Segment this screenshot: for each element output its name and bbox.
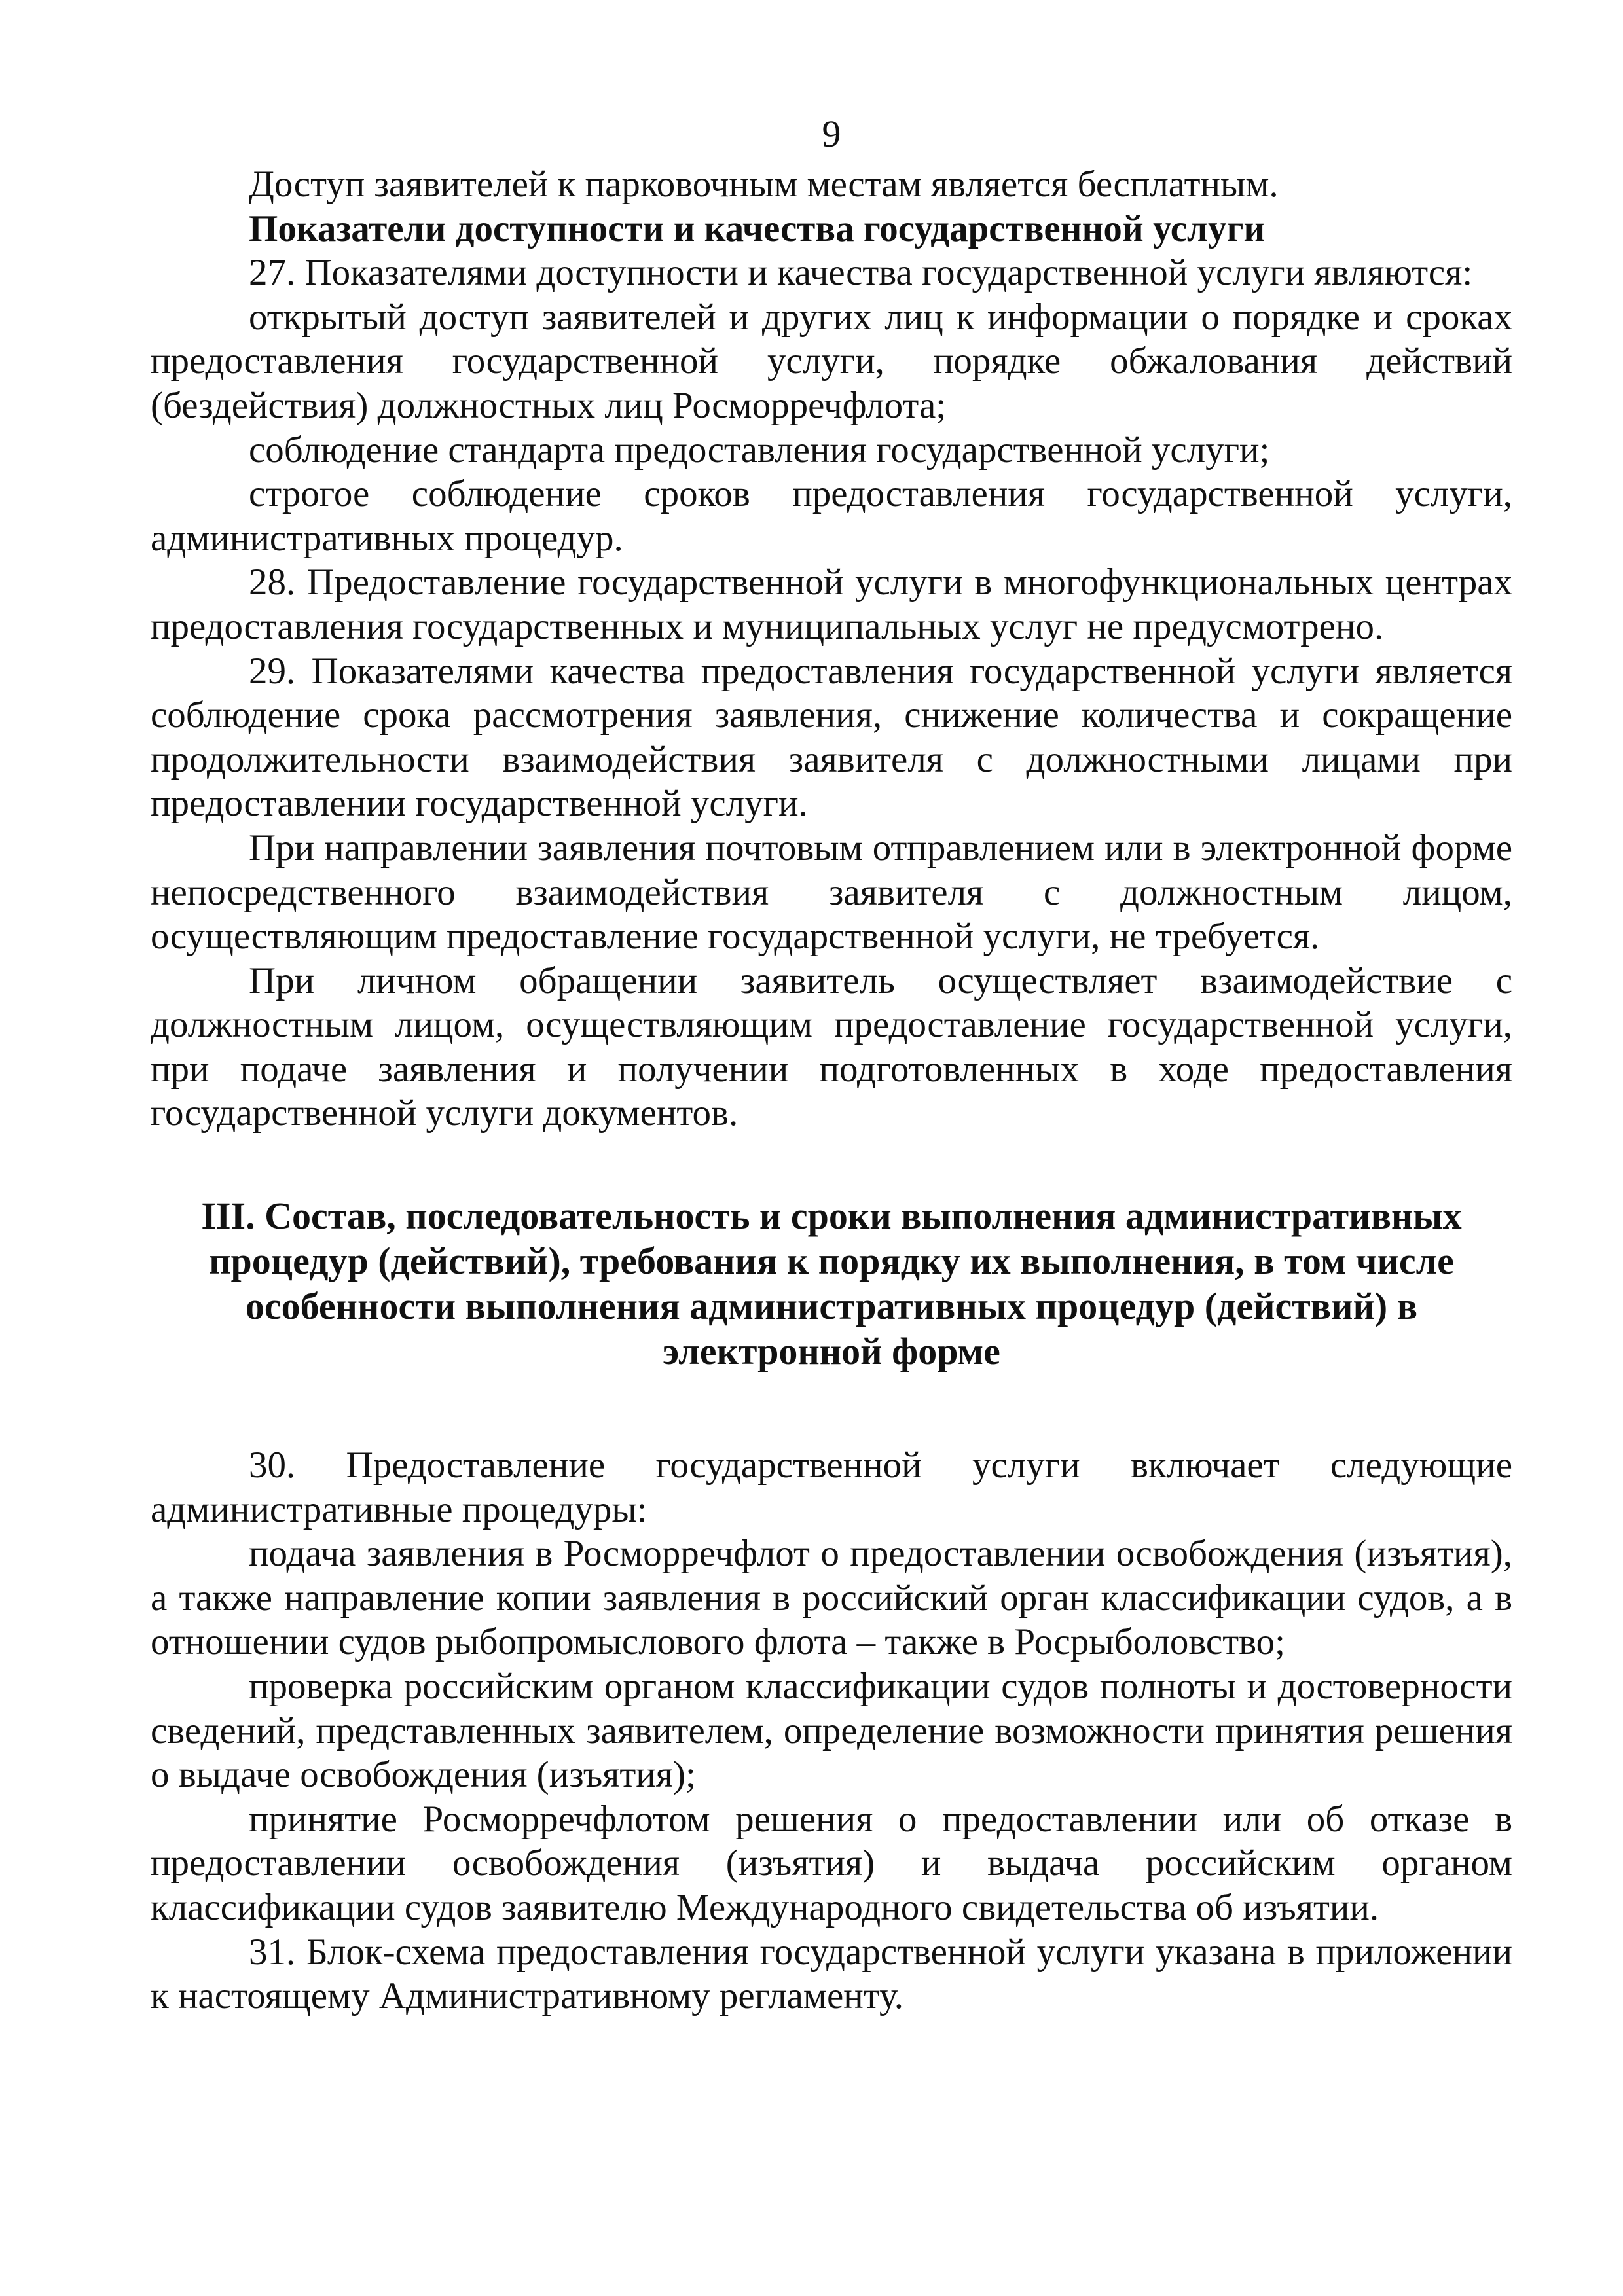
paragraph-28: 28. Предоставление государственной услуги в многофункциональных центрах предоставления государственных и муниципальных услуг не предусмотрено.: [151, 562, 1512, 647]
paragraph-29-personal: При личном обращении заявитель осуществляет взаимодействие с должностным лицом, осуществляющим предоставление государственной услуги, при подаче заявления и получении подготовленных в ходе предоставления государственной услуги документов.: [151, 960, 1512, 1134]
paragraph-parking-access: Доступ заявителей к парковочным местам является бесплатным.: [249, 164, 1279, 205]
paragraph-27-deadlines: строгое соблюдение сроков предоставления государственной услуги, административных процедур.: [151, 473, 1512, 559]
paragraph-27-standard: соблюдение стандарта предоставления государственной услуги;: [249, 429, 1270, 471]
paragraph-29-postal: При направлении заявления почтовым отправлением или в электронной форме непосредственного взаимодействия заявителя с должностным лицом, осуществляющим предоставление государственной услуги, не требуется.: [151, 827, 1512, 958]
page-number: 9: [822, 113, 841, 155]
paragraph-29: 29. Показателями качества предоставления государственной услуги является соблюдение срока рассмотрения заявления, снижение количества и сокращение продолжительности взаимодействия заявителя с должностными лицами при предоставлении государственной услуги.: [151, 650, 1512, 825]
document-page: [151, 111, 1512, 2018]
paragraph-27-open-access: открытый доступ заявителей и других лиц к информации о порядке и сроках предоставления государственной услуги, порядке обжалования действий (бездействия) должностных лиц Росморречфлота;: [151, 296, 1512, 426]
paragraph-30: 30. Предоставление государственной услуги включает следующие административные процедуры:: [151, 1444, 1512, 1530]
paragraph-30-decision: принятие Росморречфлотом решения о предоставлении или об отказе в предоставлении освобождения (изъятия) и выдача российским органом классификации судов заявителю Международного свидетельства об изъятии.: [151, 1798, 1512, 1928]
section-3-title: III. Состав, последовательность и сроки выполнения административных процедур (действий), требования к порядку их выполнения, в том числе особенности выполнения административных процедур (действий) в электронной форме: [201, 1194, 1462, 1373]
subheading-indicators: Показатели доступности и качества государственной услуги: [249, 207, 1266, 249]
paragraph-27: 27. Показателями доступности и качества государственной услуги являются:: [249, 252, 1473, 294]
paragraph-30-submission: подача заявления в Росморречфлот о предоставлении освобождения (изъятия), а также направление копии заявления в российский орган классификации судов, а в отношении судов рыбопромыслового флота – также в Росрыболовство;: [151, 1533, 1512, 1663]
paragraph-30-verification: проверка российским органом классификации судов полноты и достоверности сведений, представленных заявителем, определение возможности принятия решения о выдаче освобождения (изъятия);: [151, 1666, 1512, 1796]
paragraph-31: 31. Блок-схема предоставления государственной услуги указана в приложении к настоящему Административному регламенту.: [151, 1931, 1512, 2017]
